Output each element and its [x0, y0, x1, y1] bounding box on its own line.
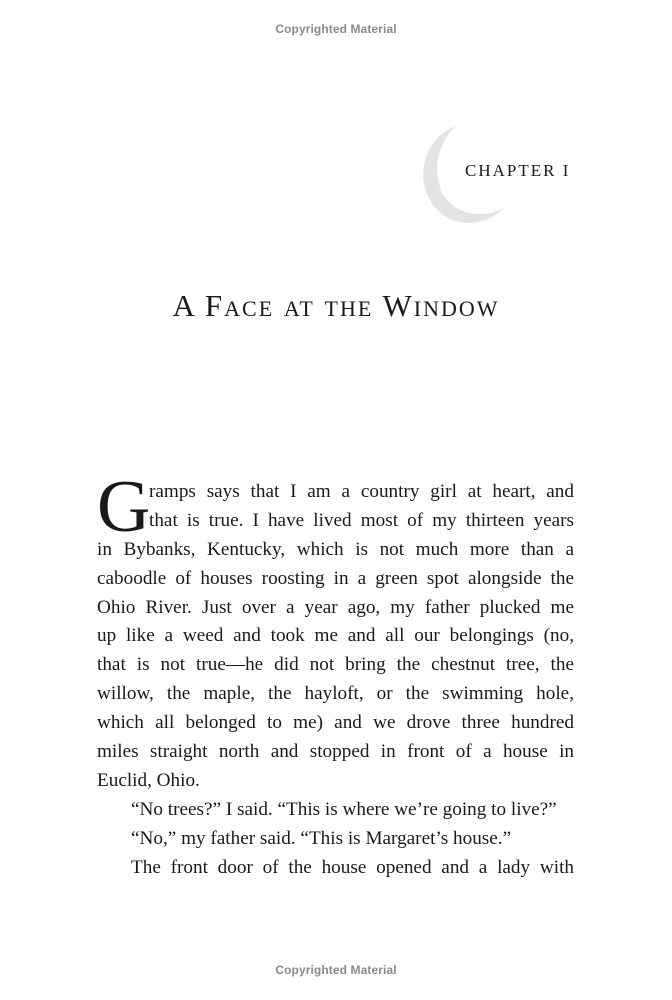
text-line: Ohio River. Just over a year ago, my father plucked me — [97, 596, 574, 618]
text-line: The front door of the house opened and a lady with — [131, 856, 574, 878]
text-line: “No trees?” I said. “This is where we’re going to live?” — [131, 798, 557, 820]
drop-cap: G — [97, 466, 151, 548]
text-line: “No,” my father said. “This is Margaret’s house.” — [131, 827, 512, 849]
text-line: caboodle of houses roosting in a green spot alongside the — [97, 567, 574, 589]
copyright-watermark-bottom: Copyrighted Material — [275, 963, 397, 977]
text-line: ramps says that I am a country girl at heart, and — [149, 481, 574, 502]
text-line: miles straight north and stopped in front of a house in — [97, 741, 574, 763]
chapter-number: CHAPTER I — [465, 161, 571, 180]
text-line: Euclid, Ohio. — [97, 769, 200, 791]
text-line: that is not true—he did not bring the chestnut tree, the — [97, 654, 574, 676]
text-line: which all belonged to me) and we drove three hundred — [97, 712, 574, 734]
text-line: willow, the maple, the hayloft, or the swimming hole, — [97, 683, 574, 705]
copyright-watermark-top: Copyrighted Material — [275, 22, 397, 36]
chapter-body-text — [97, 466, 574, 882]
text-line: that is true. I have lived most of my thirteen years — [149, 509, 574, 531]
chapter-title: A Face at the Window — [172, 288, 500, 323]
text-line: in Bybanks, Kentucky, which is not much more than a — [97, 538, 574, 560]
text-line: up like a weed and took me and all our belongings (no, — [97, 625, 574, 647]
